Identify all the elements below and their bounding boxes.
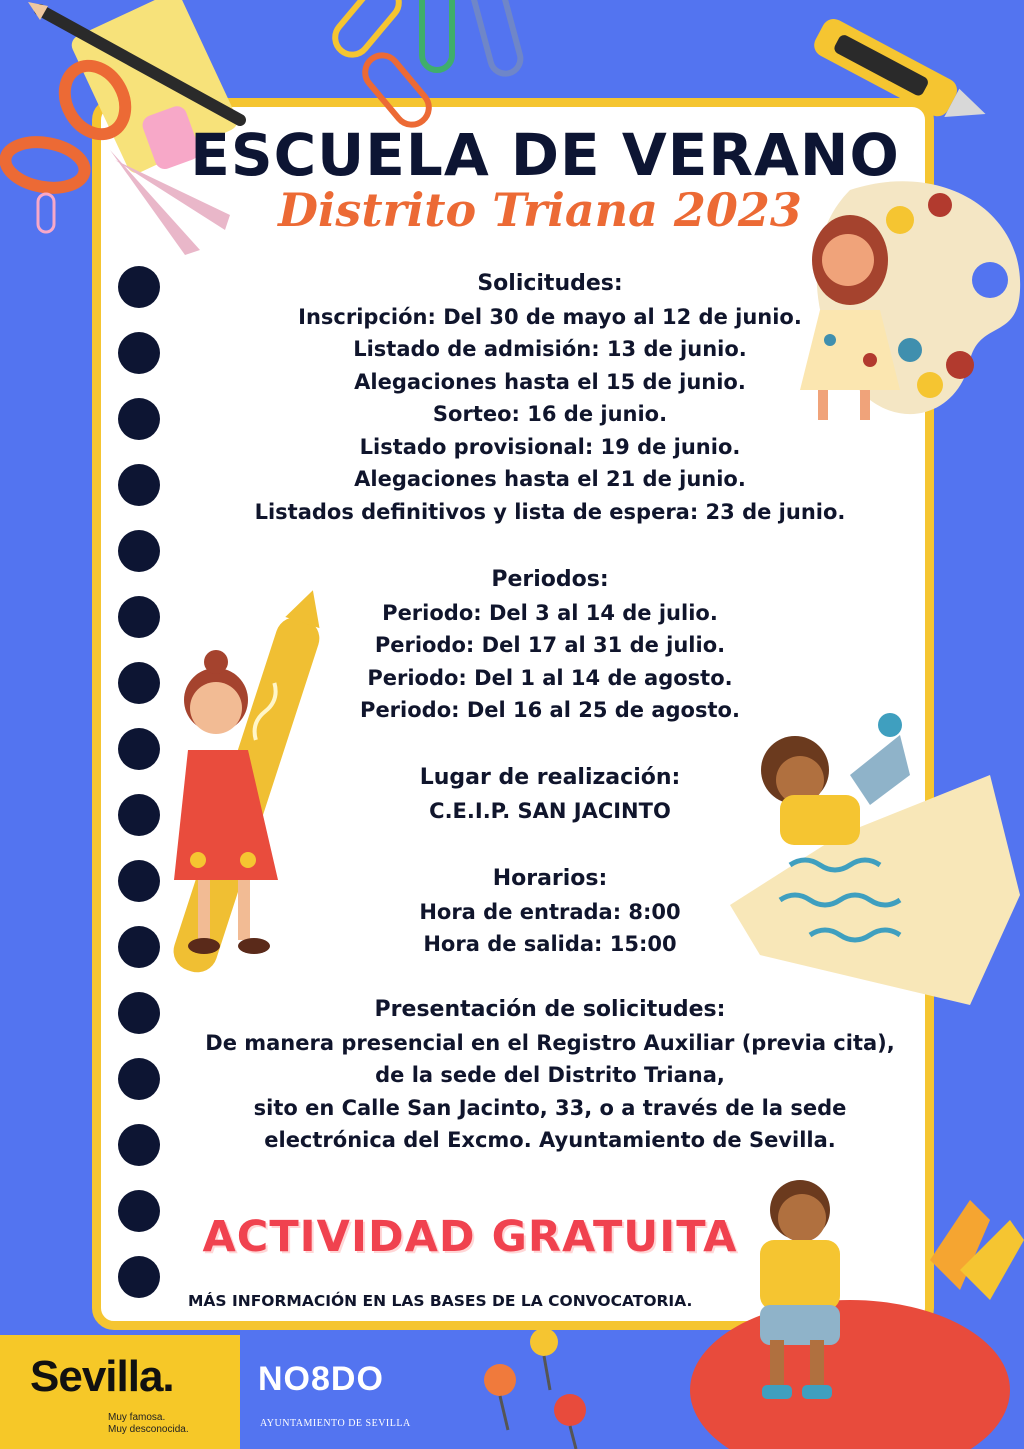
binder-hole bbox=[118, 1256, 160, 1298]
info-line: de la sede del Distrito Triana, bbox=[375, 1063, 725, 1087]
more-info-note: MÁS INFORMACIÓN EN LAS BASES DE LA CONVOCATORIA. bbox=[188, 1292, 693, 1310]
info-line: electrónica del Excmo. Ayuntamiento de Sevilla. bbox=[264, 1128, 836, 1152]
info-line: Alegaciones hasta el 15 de junio. bbox=[354, 369, 746, 394]
horarios-section bbox=[180, 863, 920, 961]
binder-hole bbox=[118, 398, 160, 440]
binder-holes bbox=[118, 266, 160, 1326]
nodo-logo: NO8DO bbox=[258, 1360, 384, 1398]
binder-hole bbox=[118, 266, 160, 308]
solicitudes-section bbox=[180, 268, 920, 528]
binder-hole bbox=[118, 794, 160, 836]
pushpin-icon bbox=[470, 1320, 610, 1449]
binder-hole bbox=[118, 332, 160, 374]
info-line: Periodo: Del 16 al 25 de agosto. bbox=[360, 698, 740, 722]
paperclip-icon bbox=[30, 190, 70, 240]
cutter-icon bbox=[800, 20, 1000, 130]
info-line: sito en Calle San Jacinto, 33, o a través de la sede bbox=[253, 1095, 847, 1120]
info-line: Inscripción: Del 30 de mayo al 12 de junio. bbox=[298, 304, 802, 329]
periodos-section bbox=[180, 564, 920, 727]
info-line: C.E.I.P. SAN JACINTO bbox=[429, 798, 671, 823]
section-heading: Periodos: bbox=[491, 567, 609, 592]
binder-hole bbox=[118, 860, 160, 902]
ayuntamiento-label: AYUNTAMIENTO DE SEVILLA bbox=[260, 1418, 411, 1429]
info-line: Listado de admisión: 13 de junio. bbox=[353, 337, 747, 361]
info-line: Sorteo: 16 de junio. bbox=[432, 402, 668, 426]
info-line: Hora de salida: 15:00 bbox=[423, 932, 677, 956]
page-title: ESCUELA DE VERANO bbox=[190, 121, 900, 189]
free-activity-banner: ACTIVIDAD GRATUITA bbox=[202, 1212, 738, 1262]
section-heading: Horarios: bbox=[492, 866, 608, 891]
info-line: Alegaciones hasta el 21 de junio. bbox=[354, 467, 746, 491]
binder-hole bbox=[118, 596, 160, 638]
info-line: Periodo: Del 1 al 14 de agosto. bbox=[367, 665, 733, 690]
binder-hole bbox=[118, 530, 160, 572]
info-line: Periodo: Del 17 al 31 de julio. bbox=[374, 633, 726, 657]
tagline-line: Muy famosa. bbox=[108, 1412, 166, 1423]
presentacion-section bbox=[180, 994, 920, 1157]
binder-hole bbox=[118, 728, 160, 770]
binder-hole bbox=[118, 464, 160, 506]
info-line: De manera presencial en el Registro Auxiliar (previa cita), bbox=[205, 1030, 895, 1055]
binder-hole bbox=[118, 662, 160, 704]
info-line: Periodo: Del 3 al 14 de julio. bbox=[382, 600, 718, 625]
binder-hole bbox=[118, 992, 160, 1034]
sevilla-tagline bbox=[108, 1412, 189, 1436]
lugar-section bbox=[180, 762, 920, 827]
paperclip-icon bbox=[340, 0, 540, 130]
sevilla-logo: Sevilla. bbox=[30, 1352, 174, 1401]
binder-hole bbox=[118, 1058, 160, 1100]
binder-hole bbox=[118, 926, 160, 968]
section-heading: Solicitudes: bbox=[477, 271, 623, 296]
binder-hole bbox=[118, 1190, 160, 1232]
info-line: Listado provisional: 19 de junio. bbox=[359, 434, 741, 459]
section-heading: Lugar de realización: bbox=[419, 765, 681, 790]
info-line: Listados definitivos y lista de espera: 23 de junio. bbox=[254, 499, 846, 524]
info-line: Hora de entrada: 8:00 bbox=[419, 899, 681, 924]
binder-hole bbox=[118, 1124, 160, 1166]
section-heading: Presentación de solicitudes: bbox=[374, 997, 726, 1022]
page-subtitle: Distrito Triana 2023 bbox=[278, 183, 802, 237]
tagline-line: Muy desconocida. bbox=[108, 1424, 189, 1435]
